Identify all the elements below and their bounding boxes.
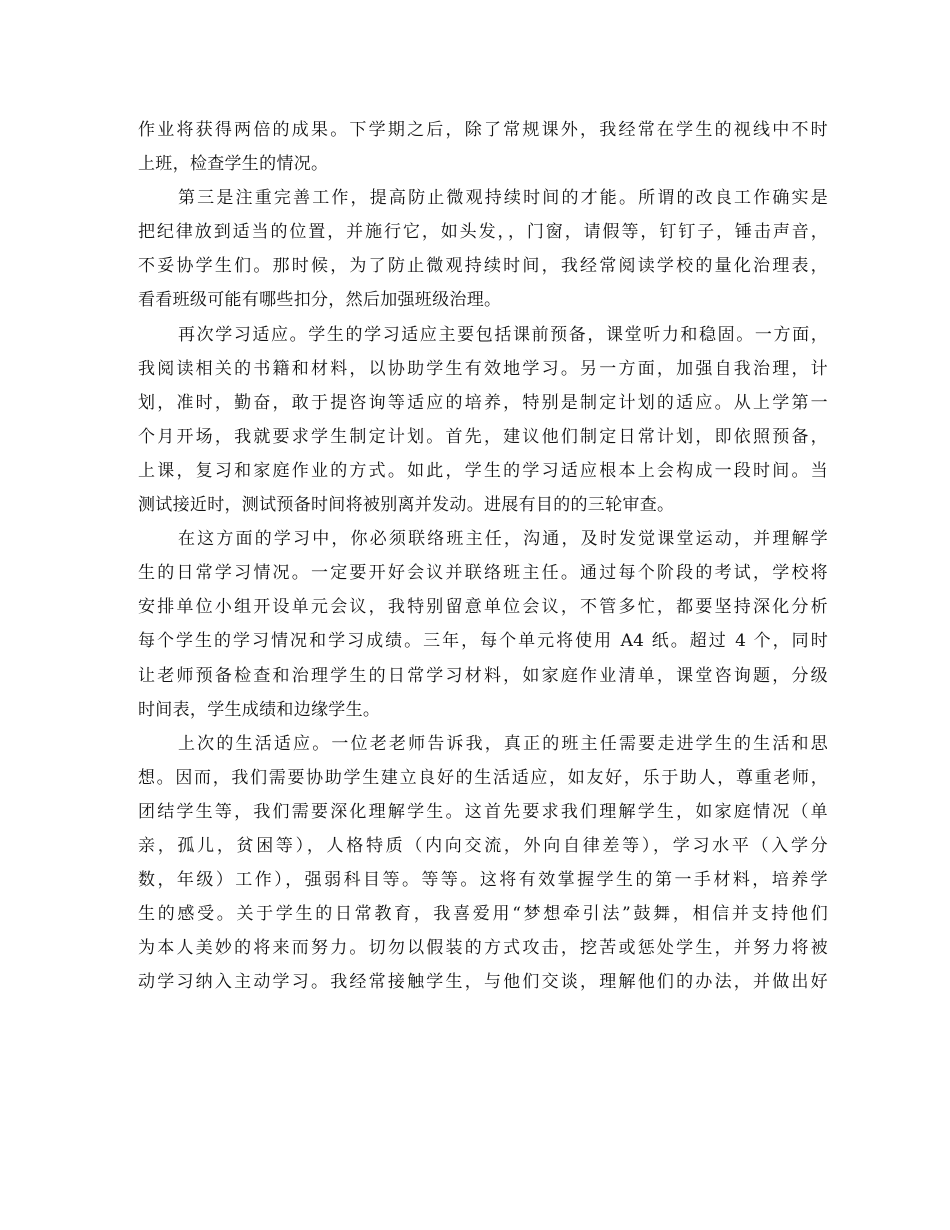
text-line: 看看班级可能有哪些扣分，然后加强班级治理。 bbox=[138, 290, 502, 311]
text-line: 让老师预备检查和治理学生的日常学习材料，如家庭作业清单，课堂咨询题，分级 bbox=[138, 665, 828, 686]
text-line: 作业将获得两倍的成果。下学期之后，除了常规课外，我经常在学生的视线中不时 bbox=[138, 120, 828, 140]
text-line: 把纪律放到适当的位置，并施行它，如头发，，门窗，请假等，钉钉子，锤击声音， bbox=[138, 222, 828, 243]
text-line: 不妥协学生们。那时候，为了防止微观持续时间，我经常阅读学校的量化治理表， bbox=[138, 256, 828, 277]
text-line: 生的感受。关于学生的日常教育，我喜爱用“梦想牵引法”鼓舞，相信并支持他们 bbox=[138, 904, 828, 925]
paragraph bbox=[138, 522, 828, 727]
paragraph bbox=[138, 318, 828, 523]
text-line: 再次学习适应。学生的学习适应主要包括课前预备，课堂听力和稳固。一方面， bbox=[178, 324, 828, 345]
text-line: 时间表，学生成绩和边缘学生。 bbox=[138, 699, 381, 720]
text-line: 个月开场，我就要求学生制定计划。首先，建议他们制定日常计划，即依照预备， bbox=[138, 426, 828, 447]
text-line: 为本人美妙的将来而努力。切勿以假装的方式攻击，挖苦或惩处学生，并努力将被 bbox=[138, 938, 828, 959]
text-line: 我阅读相关的书籍和材料，以协助学生有效地学习。另一方面，加强自我治理，计 bbox=[138, 358, 828, 379]
text-line: 安排单位小组开设单元会议，我特别留意单位会议，不管多忙，都要坚持深化分析 bbox=[138, 597, 828, 618]
paragraph bbox=[138, 113, 828, 181]
text-line: 每个学生的学习情况和学习成绩。三年，每个单元将使用 A4 纸。超过 4 个，同时 bbox=[138, 631, 828, 652]
document-body bbox=[138, 113, 828, 999]
paragraph bbox=[138, 181, 828, 317]
text-line: 划，准时，勤奋，敢于提咨询等适应的培养，特别是制定计划的适应。从上学第一 bbox=[138, 392, 828, 413]
text-line: 上课，复习和家庭作业的方式。如此，学生的学习适应根本上会构成一段时间。当 bbox=[138, 460, 828, 481]
text-line: 上次的生活适应。一位老老师告诉我，真正的班主任需要走进学生的生活和思 bbox=[178, 733, 828, 754]
text-line: 生的日常学习情况。一定要开好会议并联络班主任。通过每个阶段的考试，学校将 bbox=[138, 563, 828, 584]
text-line: 团结学生等，我们需要深化理解学生。这首先要求我们理解学生，如家庭情况（单 bbox=[138, 801, 828, 822]
text-line: 数，年级）工作），强弱科目等。等等。这将有效掌握学生的第一手材料，培养学 bbox=[138, 870, 828, 891]
text-line: 上班，检查学生的情况。 bbox=[138, 154, 329, 175]
text-line: 动学习纳入主动学习。我经常接触学生，与他们交谈，理解他们的办法，并做出好 bbox=[138, 972, 828, 993]
text-line: 测试接近时，测试预备时间将被别离并发动。进展有目的的三轮审查。 bbox=[138, 495, 675, 516]
text-line: 想。因而，我们需要协助学生建立良好的生活适应，如友好，乐于助人，尊重老师， bbox=[138, 767, 828, 788]
text-line: 亲，孤儿，贫困等），人格特质（内向交流，外向自律差等），学习水平（入学分 bbox=[138, 835, 828, 856]
text-line: 第三是注重完善工作，提高防止微观持续时间的才能。所谓的改良工作确实是 bbox=[178, 188, 828, 209]
paragraph bbox=[138, 727, 828, 1000]
text-line: 在这方面的学习中，你必须联络班主任，沟通，及时发觉课堂运动，并理解学 bbox=[178, 529, 828, 550]
